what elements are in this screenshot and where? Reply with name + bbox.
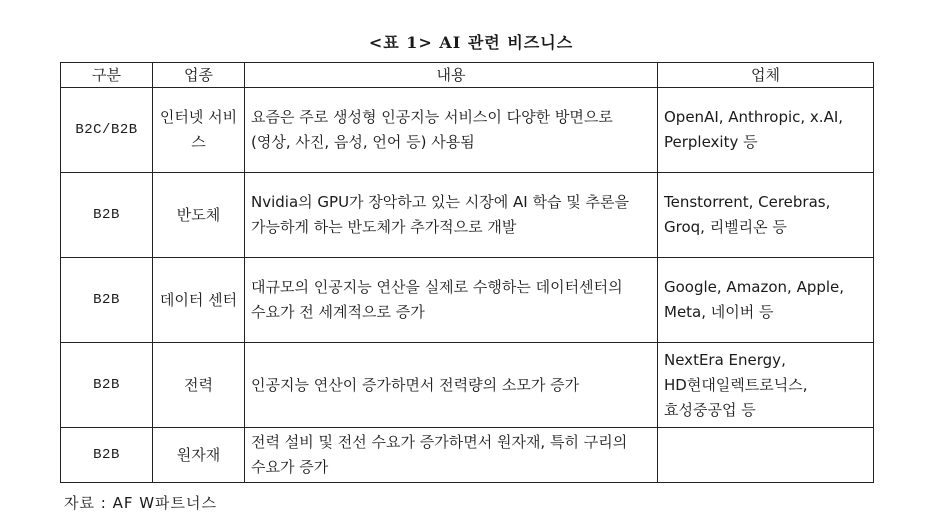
cell-category: B2C/B2B <box>61 88 153 173</box>
table-title: <표 1> AI 관련 비즈니스 <box>368 33 574 52</box>
cell-category: B2B <box>61 258 153 343</box>
cell-category: B2B <box>61 343 153 428</box>
table-header-row <box>61 63 874 88</box>
table-row <box>61 88 874 173</box>
cell-industry: 반도체 <box>153 173 245 258</box>
cell-content: 전력 설비 및 전선 수요가 증가하면서 원자재, 특히 구리의 수요가 증가 <box>245 428 658 483</box>
table-row <box>61 173 874 258</box>
header-category: 구분 <box>61 63 153 88</box>
header-companies: 업체 <box>658 63 874 88</box>
cell-category: B2B <box>61 428 153 483</box>
table-row <box>61 258 874 343</box>
cell-industry: 데이터 센터 <box>153 258 245 343</box>
cell-content: Nvidia의 GPU가 장악하고 있는 시장에 AI 학습 및 추론을 가능하게 하는 반도체가 추가적으로 개발 <box>245 173 658 258</box>
cell-industry: 인터넷 서비스 <box>153 88 245 173</box>
cell-category: B2B <box>61 173 153 258</box>
cell-companies <box>658 428 874 483</box>
header-industry: 업종 <box>153 63 245 88</box>
cell-content: 대규모의 인공지능 연산을 실제로 수행하는 데이터센터의 수요가 전 세계적으로 증가 <box>245 258 658 343</box>
ai-business-table <box>60 62 874 483</box>
cell-content: 요즘은 주로 생성형 인공지능 서비스이 다양한 방면으로 (영상, 사진, 음성, 언어 등) 사용됨 <box>245 88 658 173</box>
cell-companies: NextEra Energy, HD현대일렉트로닉스, 효성중공업 등 <box>658 343 874 428</box>
header-content: 내용 <box>245 63 658 88</box>
table-row <box>61 428 874 483</box>
cell-industry: 원자재 <box>153 428 245 483</box>
source-note: 자료 : AF W파트너스 <box>64 494 218 512</box>
cell-content: 인공지능 연산이 증가하면서 전력량의 소모가 증가 <box>245 343 658 428</box>
cell-companies: OpenAI, Anthropic, x.AI, Perplexity 등 <box>658 88 874 173</box>
cell-companies: Google, Amazon, Apple, Meta, 네이버 등 <box>658 258 874 343</box>
cell-companies: Tenstorrent, Cerebras, Groq, 리벨리온 등 <box>658 173 874 258</box>
cell-industry: 전력 <box>153 343 245 428</box>
table-row <box>61 343 874 428</box>
